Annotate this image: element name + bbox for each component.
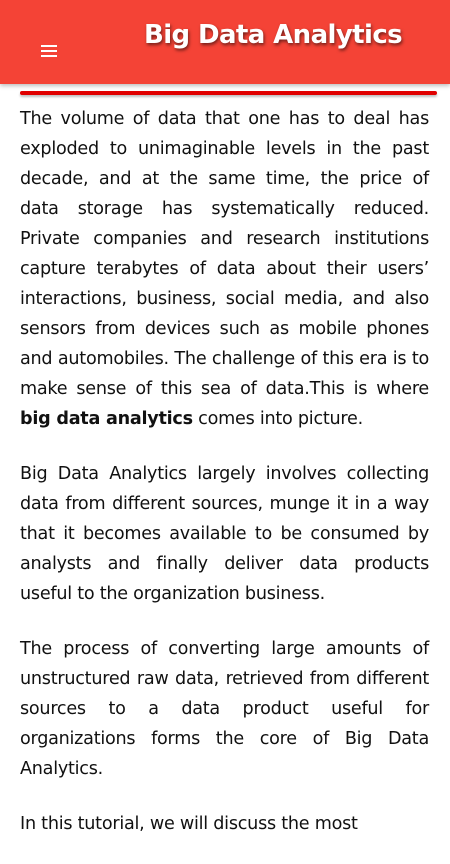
article-content — [20, 104, 429, 864]
article-paragraph-4: In this tutorial, we will discuss the most — [20, 814, 358, 834]
article-paragraph-3: The process of converting large amounts of unstructured raw data, retrieved from different sources to a data product useful for organizations forms the core of Big Data Analytics. — [20, 639, 429, 779]
article-paragraph-1 — [20, 104, 429, 434]
page-title: Big Data Analytics — [144, 20, 403, 50]
article-paragraph-2: Big Data Analytics largely involves collecting data from different sources, munge it in a way that it becomes available to be consumed by analysts and finally deliver data products useful to the organization business. — [20, 464, 429, 604]
hamburger-menu-icon — [41, 44, 57, 58]
menu-button[interactable] — [36, 38, 62, 64]
app-bar — [0, 0, 450, 84]
header-divider — [20, 91, 437, 95]
paragraph-1-text: The volume of data that one has to deal has exploded to unimaginable levels in the past decade, and at the same time, the price of data storage has systematically reduced. Private companies and research institutions capture terabytes of data about their users’ interactions, business, social media, and also sensors from devices such as mobile phones and automobiles. The challenge of this era is to make sense of this sea of data.This is where — [20, 109, 429, 399]
bold-term: big data analytics — [20, 409, 193, 429]
paragraph-1-ending: comes into picture. — [192, 409, 363, 429]
